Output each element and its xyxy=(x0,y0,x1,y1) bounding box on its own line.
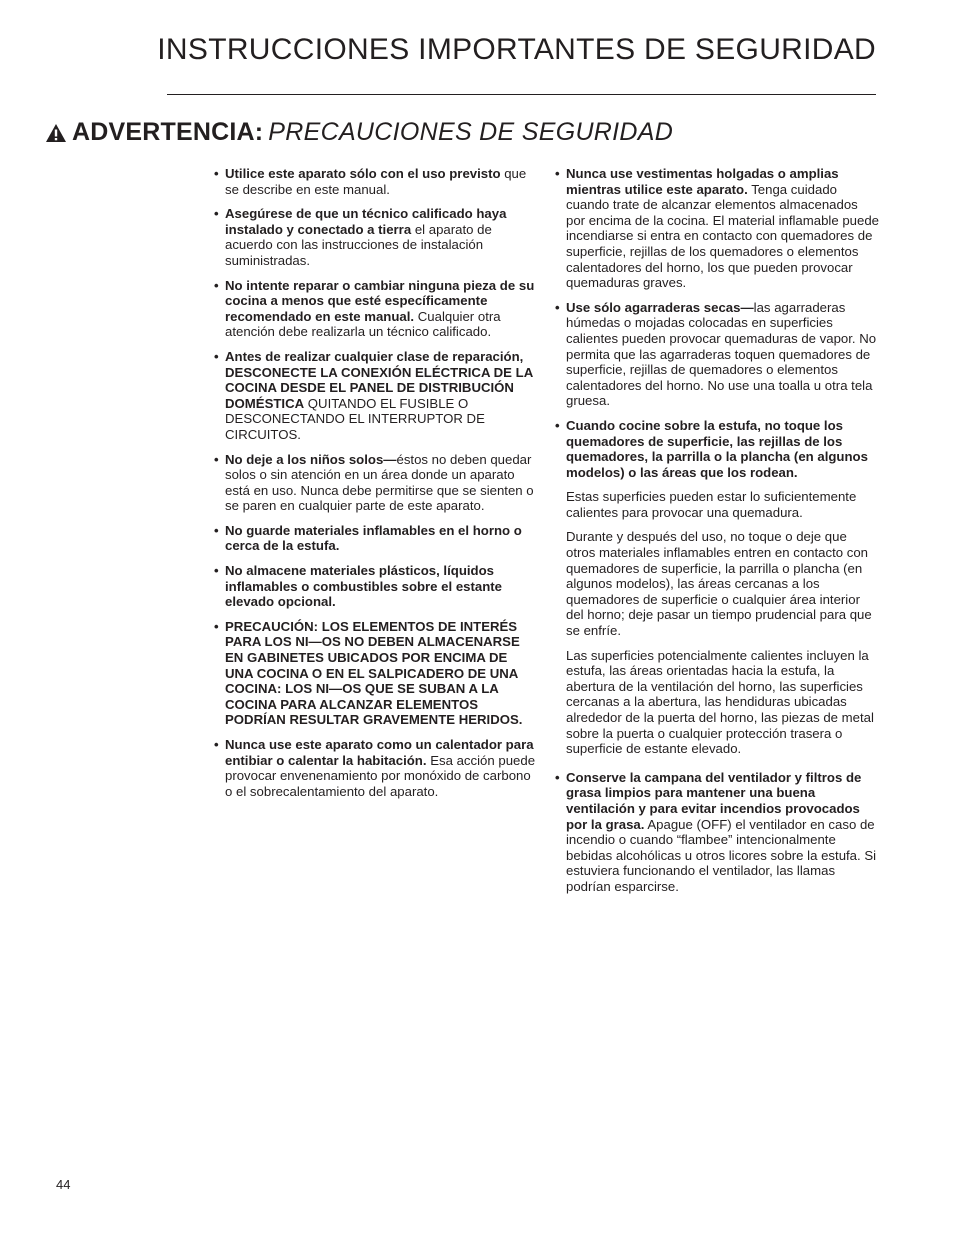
item-paragraph: Las superficies potencialmente calientes incluyen la estufa, las áreas orientadas hacia la estufa, la abertura de la ventilación del horno, las superficies cercanas a la abertura, las hendiduras ubicadas alrededor de la puerta del horno, las piezas de metal sobre la puerta o cualquier protección trasera o superficie de estante elevado. xyxy=(566,647,874,757)
left-column xyxy=(213,166,539,808)
safety-item xyxy=(213,523,539,554)
safety-item xyxy=(554,770,879,895)
item-paragraph: Durante y después del uso, no toque o deje que otros materiales inflamables entren en contacto con quemadores de superficie, la parrilla o plancha (en algunos modelos), las áreas cercanas a los quemadores de superficie o cualquier área interior del horno; deje pasar un tiempo prudencial para que se enfríe. xyxy=(566,529,872,639)
warning-subtitle: PRECAUCIONES DE SEGURIDAD xyxy=(268,118,674,146)
item-text: Apague (OFF) el ventilador en caso de incendio o cuando “flambee” intencionalmente bebidas alcohólicas u otros licores sobre la estufa. Si estuviera funcionando el ventilador, las llamas podrían esparcirse. xyxy=(566,816,877,894)
header-rule xyxy=(167,94,876,95)
item-bold-text: Utilice este aparato sólo con el uso previsto xyxy=(225,166,501,181)
warning-label: ADVERTENCIA: xyxy=(72,118,264,146)
safety-item xyxy=(554,166,879,291)
safety-item xyxy=(213,452,539,514)
item-text: Esa acción puede provocar envenenamiento por monóxido de carbono o el sobrecalentamiento del aparato. xyxy=(225,752,536,799)
item-bold-text: No deje a los niños solos— xyxy=(225,451,397,467)
item-bold-text: No guarde materiales inflamables en el horno o cerca de la estufa. xyxy=(225,522,522,554)
safety-item xyxy=(554,300,879,409)
item-bold-text: Nunca use vestimentas holgadas o amplias mientras utilice este aparato. xyxy=(566,166,839,197)
item-text: el aparato de acuerdo con las instrucciones de instalación suministradas. xyxy=(225,221,492,268)
item-bold-text: Nunca use este aparato como un calentador para entibiar o calentar la habitación. xyxy=(225,737,534,768)
item-text: Tenga cuidado cuando trate de alcanzar elementos almacenados por encima de la cocina. El material inflamable puede incendiarse si entra en contacto con quemadores de superficie, rejillas de los quemadores o elementos calentadores del horno, los que pueden provocar quemaduras graves. xyxy=(566,181,880,291)
safety-item xyxy=(213,166,539,197)
item-bold-text: PRECAUCIÓN: LOS ELEMENTOS DE INTERÉS PARA LOS NI—OS NO DEBEN ALMACENARSE EN GABINETES UBICADOS POR ENCIMA DE UNA COCINA O EN EL SALPICADERO DE UNA COCINA: LOS NI—OS QUE SE SUBAN A LA COCINA PARA ALCANZAR ELEMENTOS PODRÍAN RESULTAR GRAVEMENTE HERIDOS. xyxy=(225,618,523,728)
item-text: que se describe en este manual. xyxy=(225,166,527,197)
page-title: INSTRUCCIONES IMPORTANTES DE SEGURIDAD xyxy=(157,33,876,66)
safety-item xyxy=(213,278,539,340)
warning-heading xyxy=(45,118,673,147)
safety-item xyxy=(213,349,539,443)
right-column xyxy=(554,166,879,904)
warning-triangle-icon xyxy=(45,123,67,143)
item-bold-text: Cuando cocine sobre la estufa, no toque los quemadores de superficie, las rejillas de los quemadores, la parrilla o la plancha (en algunos modelos) o las áreas que los rodean. xyxy=(566,417,868,480)
item-paragraph: Estas superficies pueden estar lo suficientemente calientes para provocar una quemadura. xyxy=(566,489,857,520)
item-bold-text: No almacene materiales plásticos, líquidos inflamables o combustibles sobre el estante elevado opcional. xyxy=(225,563,503,610)
safety-item xyxy=(554,418,879,480)
item-text: QUITANDO EL FUSIBLE O DESCONECTANDO EL INTERRUPTOR DE CIRCUITOS. xyxy=(225,395,485,442)
page-number: 44 xyxy=(56,1177,71,1192)
item-bold-text: Use sólo agarraderas secas— xyxy=(566,299,754,315)
item-bold-text: Conserve la campana del ventilador y filtros de grasa limpios para mantener una buena ventilación y para evitar incendios provocados por la grasa. xyxy=(566,769,862,832)
item-bold-text: No intente reparar o cambiar ninguna pieza de su cocina a menos que esté específicamente recomendado en este manual. xyxy=(225,277,535,324)
item-text: Cualquier otra atención debe realizarla un técnico calificado. xyxy=(225,308,501,340)
item-text: las agarraderas húmedas o mojadas colocadas en superficies calientes pueden provocar quemaduras de vapor. No permita que las agarraderas toquen quemadores de superficie, rejillas de quemadores o elementos calentadores del horno. No use una toalla u otra tela gruesa. xyxy=(566,299,877,409)
item-bold-text: Antes de realizar cualquier clase de reparación, DESCONECTE LA CONEXIÓN ELÉCTRICA DE LA COCINA DESDE EL PANEL DE DISTRIBUCIÓN DOMÉSTICA xyxy=(225,348,533,411)
safety-item xyxy=(213,563,539,610)
safety-item xyxy=(213,206,539,268)
item-text: éstos no deben quedar solos o sin atención en un área donde un aparato está en uso. Nunca debe permitirse que se sienten o se paren en cualquier parte de este aparato. xyxy=(225,451,534,514)
item-bold-text: Asegúrese de que un técnico calificado haya instalado y conectado a tierra xyxy=(225,206,507,237)
safety-item xyxy=(213,619,539,728)
safety-item xyxy=(213,737,539,799)
